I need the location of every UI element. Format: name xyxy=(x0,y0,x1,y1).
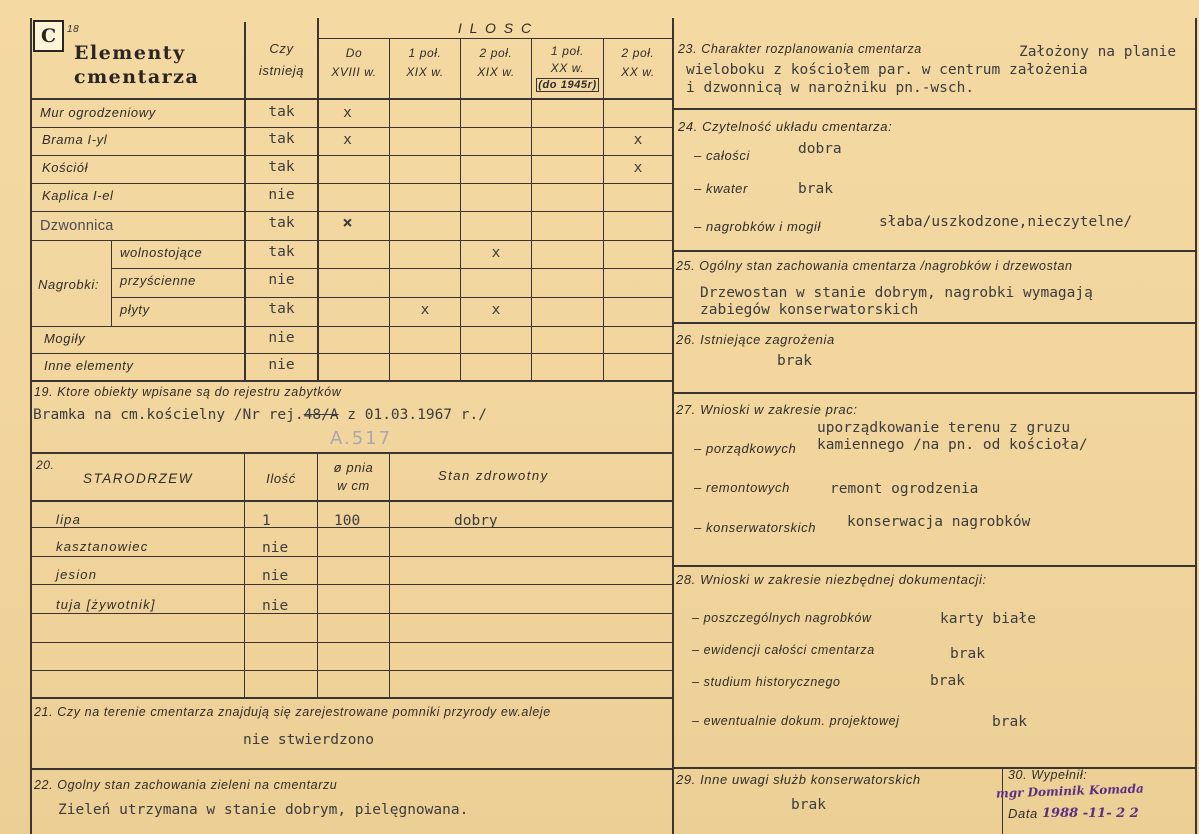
tree-name: tuja [żywotnik] xyxy=(56,597,156,612)
q22-label: 22. Ogolny stan zachowania zieleni na cmentarzu xyxy=(34,778,338,792)
element-row-label: przyścienne xyxy=(120,273,196,288)
element-row-label: Brama I-yl xyxy=(42,132,108,147)
q22-value: Zieleń utrzymana w stanie dobrym, pielęgnowana. xyxy=(58,802,469,818)
q23-line1: Założony na planie xyxy=(1019,44,1177,60)
header-ilosc: I L O S C xyxy=(457,20,534,36)
divider-vertical-main xyxy=(672,18,674,834)
tree-state: dobry xyxy=(454,513,498,529)
q24-item-value-2: brak xyxy=(798,181,833,197)
element-row-label: Dzwonnica xyxy=(40,218,114,234)
element-row-label: wolnostojące xyxy=(120,245,203,260)
q24-item-label-1: – całości xyxy=(694,148,750,163)
element-period-mark: x xyxy=(633,132,643,148)
element-exists-value: tak xyxy=(268,104,295,120)
q28-item-label-3: – studium historycznego xyxy=(692,675,841,689)
tree-count: 1 xyxy=(262,513,271,529)
header-period-3: 2 poł. XIX w. xyxy=(477,46,515,79)
q26-label: 26. Istniejące zagrożenia xyxy=(676,332,835,347)
frame-right xyxy=(1195,18,1197,834)
element-exists-value: tak xyxy=(268,159,295,175)
element-exists-value: tak xyxy=(268,215,295,231)
tree-name: kasztanowiec xyxy=(56,539,149,554)
q25-line1: Drzewostan w stanie dobrym, nagrobki wymagają xyxy=(700,285,1093,301)
q27-p-line1: uporządkowanie terenu z gruzu xyxy=(817,420,1071,436)
header-exists-1: Czy xyxy=(269,41,294,56)
q24-item-value-1: dobra xyxy=(798,141,842,157)
q23-line3: i dzwonnicą w narożniku pn.-wsch. xyxy=(686,80,975,96)
q27-p-label: – porządkowych xyxy=(694,441,797,456)
element-row-label: Kaplica I-el xyxy=(42,188,114,203)
element-exists-value: tak xyxy=(268,301,295,317)
header-exists-2: istnieją xyxy=(258,63,305,78)
q20-header-state: Stan zdrowotny xyxy=(438,468,549,483)
element-exists-value: tak xyxy=(268,131,295,147)
element-exists-value: nie xyxy=(268,357,295,373)
q28-item-label-1: – poszczególnych nagrobków xyxy=(692,611,872,625)
section-number: 18 xyxy=(67,24,80,35)
element-row-label: Kościół xyxy=(42,160,89,175)
element-row-label: płyty xyxy=(120,302,150,317)
tree-count: nie xyxy=(262,598,289,614)
element-row-label: Inne elementy xyxy=(44,358,134,373)
q19-label: 19. Ktore obiekty wpisane są do rejestru zabytków xyxy=(34,385,342,399)
header-period-2: 1 poł. XIX w. xyxy=(406,46,444,79)
q27-k-value: konserwacja nagrobków xyxy=(847,514,1031,530)
element-exists-value: nie xyxy=(268,272,295,288)
tree-name: lipa xyxy=(56,512,82,527)
element-period-mark: x xyxy=(491,245,501,261)
q23-label: 23. Charakter rozplanowania cmentarza xyxy=(678,42,922,56)
element-row-label: Mur ogrodzeniowy xyxy=(40,105,156,120)
element-period-mark: x xyxy=(343,105,352,121)
q28-item-value-2: brak xyxy=(950,646,985,662)
frame-left xyxy=(30,18,32,834)
tree-count: nie xyxy=(262,540,289,556)
q20-header-count: Ilość xyxy=(266,471,296,486)
q29-value: brak xyxy=(791,797,826,813)
section-title-line2: cmentarza xyxy=(74,66,200,88)
q25-line2: zabiegów konserwatorskich xyxy=(700,302,919,318)
q21-label: 21. Czy na terenie cmentarza znajdują się zarejestrowane pomniki przyrody ew.aleje xyxy=(34,705,551,719)
q24-item-label-2: – kwater xyxy=(694,181,748,196)
q19-pencil-note: A.517 xyxy=(330,428,393,449)
element-exists-value: nie xyxy=(268,330,295,346)
q20-header-diam: ø pnia w cm xyxy=(333,460,374,493)
element-period-mark: x xyxy=(491,302,501,318)
tree-count: nie xyxy=(262,568,289,584)
element-period-mark: x xyxy=(420,302,430,318)
q28-item-label-2: – ewidencji całości cmentarza xyxy=(692,643,875,657)
element-period-mark: x xyxy=(633,160,643,176)
q28-label: 28. Wnioski w zakresie niezbędnej dokumentacji: xyxy=(676,572,987,587)
signature-stamp: mgr Dominik Komada xyxy=(995,781,1145,801)
section-letter-box: C xyxy=(33,20,64,52)
element-exists-value: nie xyxy=(268,187,295,203)
element-row-label: Mogiły xyxy=(44,331,86,346)
header-period-1: Do XVIII w. xyxy=(331,46,377,79)
q28-item-value-3: brak xyxy=(930,673,965,689)
q23-line2: wieloboku z kościołem par. w centrum założenia xyxy=(686,62,1088,78)
header-period-5: 2 poł. XX w. xyxy=(621,46,655,79)
q26-value: brak xyxy=(777,353,812,369)
date-stamp: 1988 -11- 2 2 xyxy=(1042,806,1139,821)
q28-item-value-4: brak xyxy=(992,714,1027,730)
element-period-mark: × xyxy=(342,213,353,233)
q27-r-label: – remontowych xyxy=(694,480,790,495)
q24-item-value-3: słaba/uszkodzone,nieczytelne/ xyxy=(879,214,1133,230)
element-exists-value: tak xyxy=(268,244,295,260)
element-period-mark: x xyxy=(343,132,352,148)
q20-number: 20. xyxy=(36,458,55,472)
q29-label: 29. Inne uwagi służb konserwatorskich xyxy=(676,772,921,787)
q25-label: 25. Ogólny stan zachowania cmentarza /nagrobków i drzewostan xyxy=(676,259,1073,273)
header-period-4: 1 poł. XX w. (do 1945r) xyxy=(538,44,597,91)
q30-date-label: Data xyxy=(1008,806,1038,821)
q27-p-line2: kamiennego /na pn. od kościoła/ xyxy=(817,437,1088,453)
q19-value: Bramka na cm.kościelny /Nr rej.48/A z 01.03.1967 r./ xyxy=(33,407,487,423)
tree-diam: 100 xyxy=(334,513,361,529)
tree-name: jesion xyxy=(56,567,98,582)
q24-item-label-3: – nagrobków i mogił xyxy=(694,219,822,234)
q24-label: 24. Czytelność układu cmentarza: xyxy=(678,119,893,134)
q27-r-value: remont ogrodzenia xyxy=(830,481,979,497)
nagrobki-label: Nagrobki: xyxy=(38,277,100,292)
q27-k-label: – konserwatorskich xyxy=(694,520,817,535)
section-title-line1: Elementy xyxy=(74,42,186,64)
q21-value: nie stwierdzono xyxy=(243,732,374,748)
q28-item-label-4: – ewentualnie dokum. projektowej xyxy=(692,714,900,728)
q28-item-value-1: karty białe xyxy=(940,611,1037,627)
q30-label: 30. Wypełnił: xyxy=(1008,768,1088,782)
q20-header-name: STARODRZEW xyxy=(83,471,193,486)
q27-label: 27. Wnioski w zakresie prac: xyxy=(676,402,858,417)
